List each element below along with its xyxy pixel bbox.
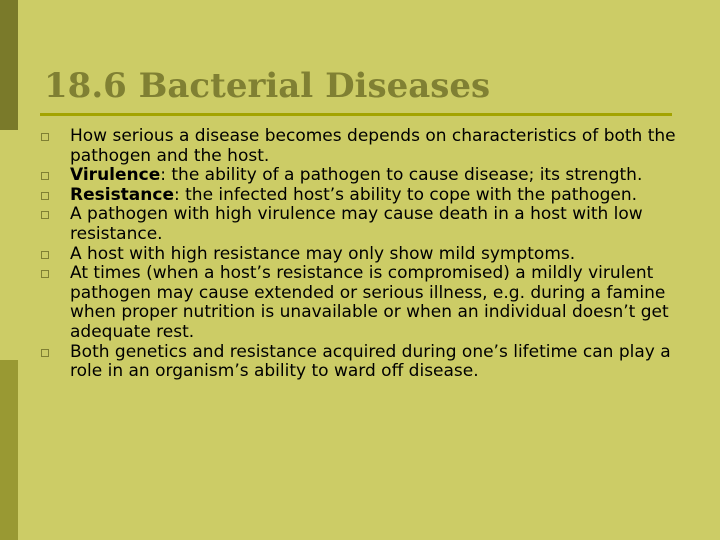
bullet-item — [36, 166, 686, 186]
bullet-item — [36, 205, 686, 244]
bullet-item — [36, 127, 686, 166]
bullet-text: : the infected host’s ability to cope with the pathogen. — [174, 184, 638, 205]
bullet-text: Both genetics and resistance acquired during one’s lifetime can play a role in an organism’s ability to ward off disease. — [70, 341, 671, 382]
square-bullet-icon — [41, 251, 49, 259]
square-bullet-icon — [41, 133, 49, 141]
slide-title: 18.6 Bacterial Diseases — [44, 66, 491, 106]
bullet-list — [36, 127, 686, 382]
bullet-text: How serious a disease becomes depends on characteristics of both the pathogen and the host. — [70, 126, 676, 166]
title-underline — [40, 113, 672, 116]
bullet-item — [36, 343, 686, 382]
square-bullet-icon — [41, 349, 49, 357]
bullet-text: A host with high resistance may only show mild symptoms. — [70, 243, 576, 264]
bullet-term: Resistance — [70, 184, 174, 205]
square-bullet-icon — [41, 192, 49, 200]
left-accent-bar-bottom — [0, 360, 18, 540]
square-bullet-icon — [41, 211, 49, 219]
bullet-text: A pathogen with high virulence may cause death in a host with low resistance. — [70, 204, 643, 244]
square-bullet-icon — [41, 270, 49, 278]
bullet-item — [36, 264, 686, 342]
bullet-term: Virulence — [70, 165, 161, 186]
left-accent-bar-top — [0, 0, 18, 130]
square-bullet-icon — [41, 172, 49, 180]
bullet-text: At times (when a host’s resistance is compromised) a mildly virulent pathogen may cause extended or serious illness, e.g. during a famine when proper nutrition is unavailable or when an individual doesn’t get adequate rest. — [70, 263, 669, 342]
bullet-item — [36, 245, 686, 265]
bullet-text: : the ability of a pathogen to cause disease; its strength. — [160, 165, 643, 186]
bullet-item — [36, 186, 686, 206]
